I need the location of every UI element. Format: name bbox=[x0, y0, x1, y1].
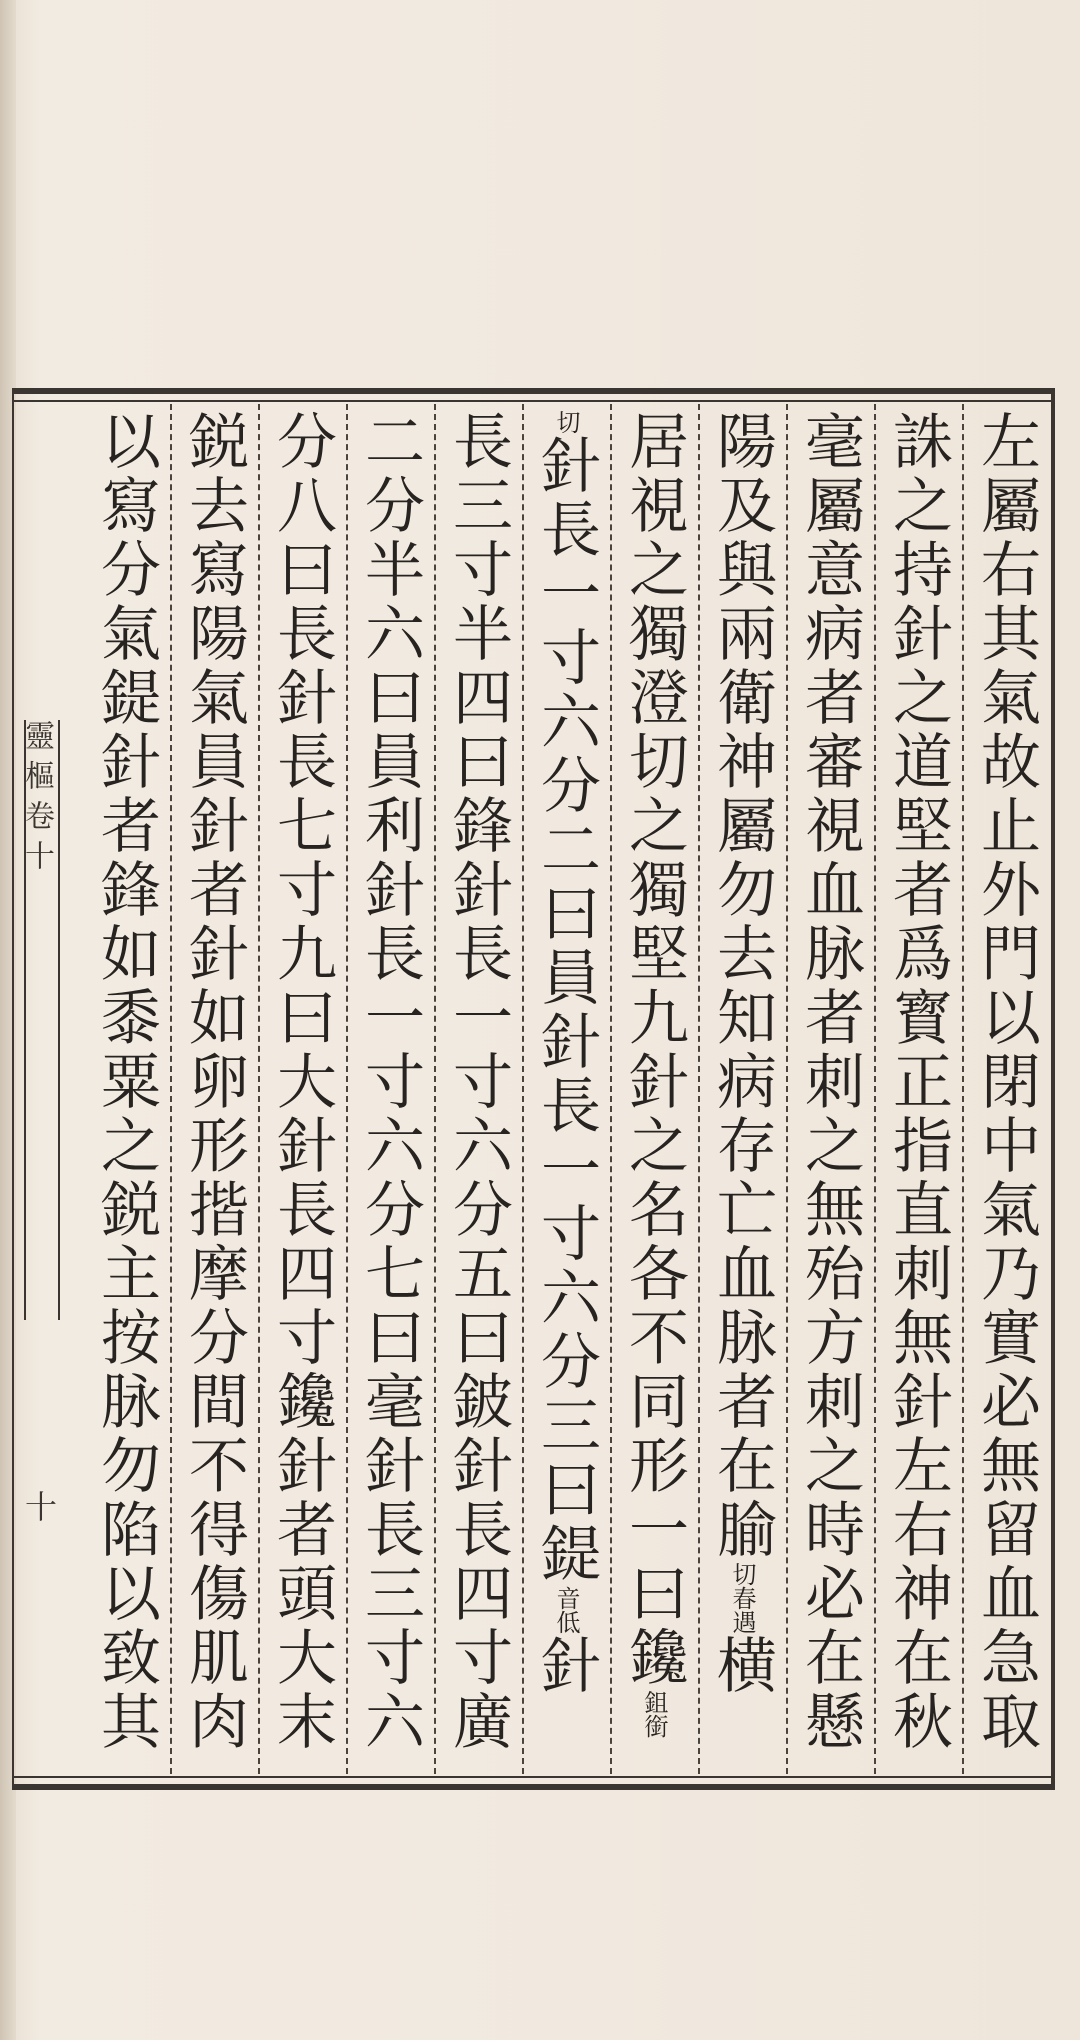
column-text: 二分半六曰員利針長一寸六分七曰毫針長三寸六 bbox=[355, 410, 425, 1754]
column-text: 陽及與兩衛神屬勿去知病存亡血脉者在腧 bbox=[707, 410, 777, 1562]
annotation-note: 切 bbox=[728, 1562, 756, 1586]
text-column-3 bbox=[792, 410, 868, 1774]
column-text: 居視之獨澄切之獨堅九針之名各不同形一曰鑱 bbox=[619, 410, 689, 1690]
annotation-note: 銜 bbox=[640, 1714, 668, 1738]
annotation-note: 音 bbox=[552, 1586, 580, 1610]
annotation-note: 切 bbox=[552, 410, 580, 434]
column-text-tail: 針 bbox=[531, 1634, 601, 1698]
column-text-tail: 横 bbox=[707, 1634, 777, 1698]
text-column-8 bbox=[352, 410, 428, 1774]
text-column-9 bbox=[264, 410, 340, 1774]
text-column-2 bbox=[880, 410, 956, 1774]
text-column-5 bbox=[616, 410, 692, 1774]
annotation-note: 春遇 bbox=[728, 1586, 756, 1634]
column-divider bbox=[698, 404, 700, 1774]
text-column-1 bbox=[968, 410, 1044, 1774]
annotation-note: 鉏 bbox=[640, 1690, 668, 1714]
column-divider bbox=[170, 404, 172, 1774]
text-column-4 bbox=[704, 410, 780, 1774]
column-divider bbox=[434, 404, 436, 1774]
column-text: 誅之持針之道堅者爲寳正指直刺無針左右神在秋 bbox=[883, 410, 953, 1754]
text-column-11 bbox=[88, 410, 164, 1774]
text-column-6 bbox=[528, 410, 604, 1774]
column-divider bbox=[522, 404, 524, 1774]
column-text: 分八曰長針長七寸九曰大針長四寸鑱針者頭大末 bbox=[267, 410, 337, 1754]
column-divider bbox=[258, 404, 260, 1774]
side-margin-title: 靈樞卷十 bbox=[24, 720, 60, 1320]
column-text: 以寫分氣鍉針者鋒如黍粟之鋭主按脉勿陷以致其 bbox=[91, 410, 161, 1754]
column-divider bbox=[786, 404, 788, 1774]
column-divider bbox=[874, 404, 876, 1774]
column-text: 針長一寸六分二曰員針長一寸六分三曰鍉 bbox=[531, 434, 601, 1586]
text-column-10 bbox=[176, 410, 252, 1774]
column-divider bbox=[962, 404, 964, 1774]
column-divider bbox=[610, 404, 612, 1774]
column-text: 毫屬意病者審視血脉者刺之無殆方刺之時必在懸 bbox=[795, 410, 865, 1754]
folio-number: 十 bbox=[20, 1490, 58, 1522]
text-column-7 bbox=[440, 410, 516, 1774]
column-text: 鋭去寫陽氣員針者針如卵形揩摩分間不得傷肌肉 bbox=[179, 410, 249, 1754]
column-divider bbox=[346, 404, 348, 1774]
column-text: 長三寸半四曰鋒針長一寸六分五曰鈹針長四寸廣 bbox=[443, 410, 513, 1754]
annotation-note: 低 bbox=[552, 1610, 580, 1634]
column-text: 左屬右其氣故止外門以閉中氣乃實必無留血急取 bbox=[971, 410, 1041, 1754]
